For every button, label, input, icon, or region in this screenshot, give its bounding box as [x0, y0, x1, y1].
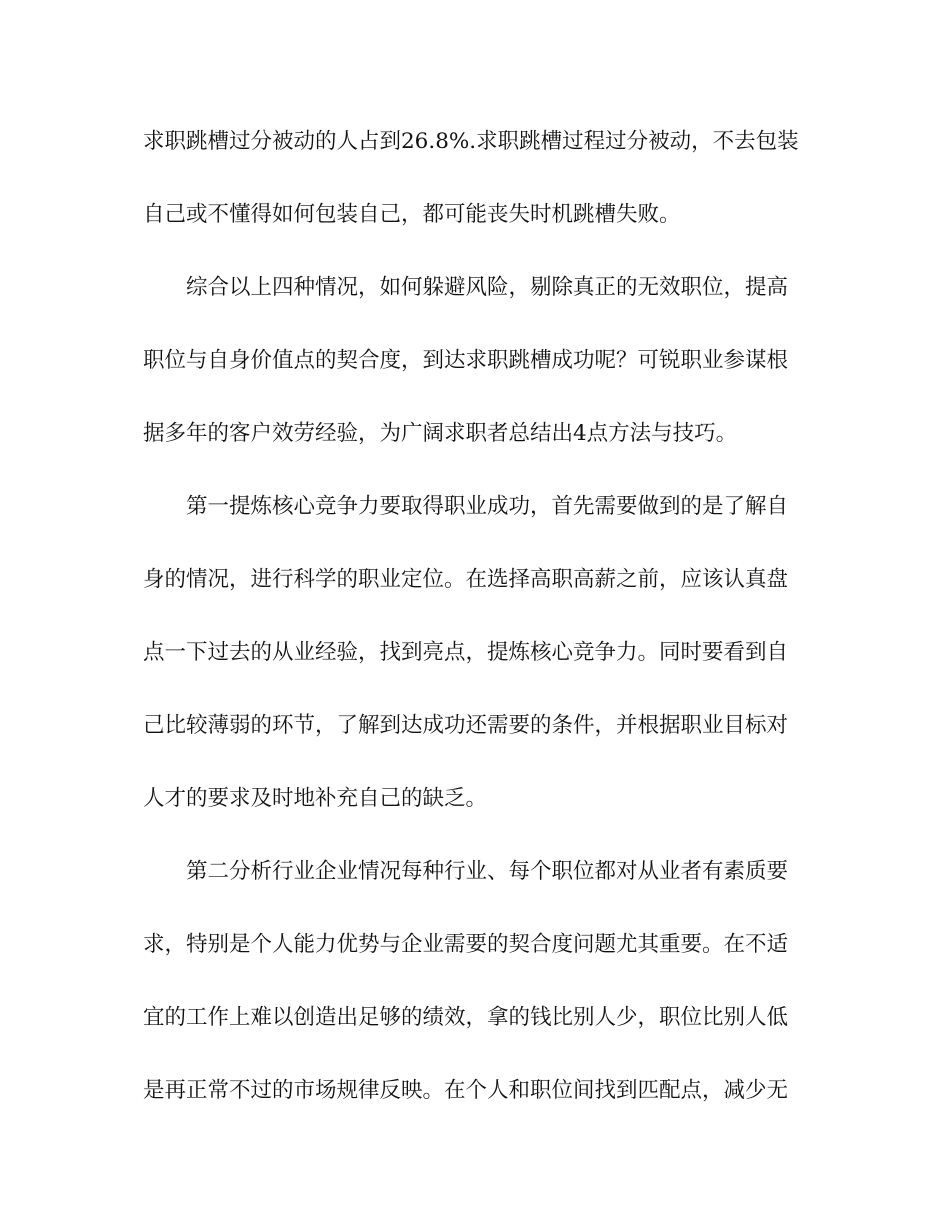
text-line: 身的情况，进行科学的职业定位。在选择高职高薪之前，应该认真盘 — [143, 567, 789, 592]
text-line: 人才的要求及时地补充自己的缺乏。 — [143, 786, 488, 811]
text-line: 点一下过去的从业经验，找到亮点，提炼核心竞争力。同时要看到自 — [143, 640, 789, 665]
text-line: 求，特别是个人能力优势与企业需要的契合度问题尤其重要。在不适 — [143, 932, 789, 957]
text-line: 宜的工作上难以创造出足够的绩效，拿的钱比别人少，职位比别人低 — [143, 1005, 789, 1030]
text-line: 求职跳槽过分被动的人占到26.8%.求职跳槽过程过分被动，不去包装 — [143, 129, 799, 154]
text-line: 自己或不懂得如何包装自己，都可能丧失时机跳槽失败。 — [143, 202, 681, 227]
paragraph-first-line: 第二分析行业企业情况每种行业、每个职位都对从业者有素质要 — [186, 859, 789, 884]
text-line: 职位与自身价值点的契合度，到达求职跳槽成功呢？可锐职业参谋根 — [143, 348, 789, 373]
paragraph-first-line: 第一提炼核心竞争力要取得职业成功，首先需要做到的是了解自 — [186, 494, 789, 519]
paragraph-first-line: 综合以上四种情况，如何躲避风险，剔除真正的无效职位，提高 — [186, 275, 789, 300]
text-line: 是再正常不过的市场规律反映。在个人和职位间找到匹配点，减少无 — [143, 1078, 789, 1103]
text-line: 己比较薄弱的环节，了解到达成功还需要的条件，并根据职业目标对 — [143, 713, 789, 738]
text-line: 据多年的客户效劳经验，为广阔求职者总结出4点方法与技巧。 — [143, 421, 738, 446]
